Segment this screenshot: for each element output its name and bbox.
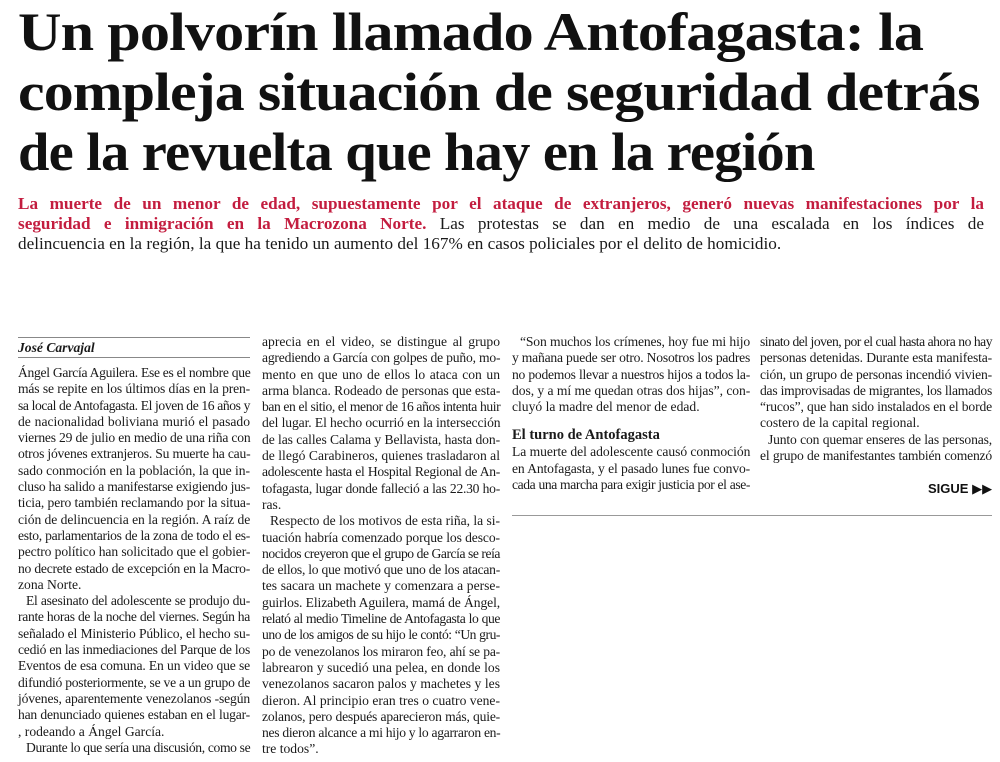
body-text-line: viernes 29 de julio en medio de una riña con (18, 430, 251, 446)
body-text-line: sa local de Antofagasta. El joven de 16 años y (18, 397, 250, 413)
body-text-line: “rucos”, que han sido instalados en el borde (760, 399, 992, 415)
body-text-line: uno de los amigos de su hijo le contó: “Un gru- (262, 627, 500, 643)
body-text-line: de nacionalidad boliviana murió el pasado (18, 413, 250, 429)
body-text-line: sado conmoción en la población, la que in- (18, 462, 250, 478)
body-text-line: de llegó Carabineros, quienes trasladaron al (262, 448, 500, 464)
body-text-line: ras. (262, 496, 282, 512)
body-text-line: señalado el Ministerio Público, el hecho su- (18, 625, 250, 641)
body-text-line: cedió en las inmediaciones del Parque de los (18, 642, 250, 658)
body-text-line: en Antofagasta, y el pasado lunes fue convo- (512, 460, 750, 476)
byline: José Carvajal (18, 337, 250, 358)
body-text-line: venezolanos sacaron palos y machetes y les (262, 676, 500, 692)
body-text-line: tuación habría comenzado porque los desco- (262, 529, 500, 545)
body-text-line: sinato del joven, por el cual hasta ahora no hay (760, 334, 992, 349)
body-text-line: cada una marcha para exigir justicia por el ase- (512, 477, 750, 493)
body-text-line: mento en que uno de ellos lo ataca con un (262, 366, 500, 382)
body-text-line: pectro político han solicitado que el gobier- (18, 544, 251, 560)
article-column-1 (18, 334, 250, 756)
body-text-line: dos, y a mí me quedan otras dos hijas”, con- (512, 382, 751, 398)
body-text-line: tre todos”. (262, 741, 319, 757)
body-text-line: de las calles Calama y Bellavista, hasta don- (262, 431, 500, 447)
column-divider-rule (512, 515, 992, 516)
deck-highlight-line-2: seguridad e inmigración en la Macrozona Norte. (18, 214, 427, 233)
body-text-line: ción, un grupo de personas incendió vivien- (760, 366, 992, 382)
deck-summary (18, 194, 984, 254)
subhead: El turno de Antofagasta (512, 427, 660, 444)
body-text-line: zolanos, pero después aparecieron más, quie- (262, 708, 500, 724)
body-text-line: Respecto de los motivos de esta riña, la si- (270, 513, 500, 529)
body-text-line: dieron. Al principio eran tres o cuatro vene- (262, 692, 500, 708)
body-text-line: esto, parlamentarios de la zona de todo el es- (18, 527, 250, 543)
body-text-line: labrearon y sucedió una pelea, en donde los (262, 659, 500, 675)
article-column-2 (262, 334, 500, 758)
body-text-line: el grupo de manifestantes también comenzó (760, 448, 992, 464)
body-text-line: ticia, pero también reclamando por la situa- (18, 495, 251, 511)
body-text-line: das improvisadas de migrantes, los llamados (760, 382, 992, 398)
body-text-line: adolescente hasta el Hospital Regional de An- (262, 464, 500, 480)
headline-line-2: compleja situación de seguridad detrás (18, 62, 980, 122)
body-text-line: del lugar. El hecho ocurrió en la intersección (262, 415, 501, 431)
body-text-line: Eventos de esa comuna. En un video que se (18, 658, 250, 674)
body-text-line: jóvenes, aparentemente venezolanos -según (18, 690, 250, 706)
body-text-line: costero de la capital regional. (760, 415, 920, 431)
deck-text-line-3: delincuencia en la región, la que ha tenido un aumento del 167% en casos policiales por el delito de homicidio. (18, 234, 782, 253)
deck-text: Las protestas se dan en medio de una escalada en los índices de (426, 214, 984, 233)
deck-highlight-line-1: La muerte de un menor de edad, supuestamente por el ataque de extranjeros, generó nuevas manifestaciones por la (18, 194, 984, 213)
body-text-line: han denunciado quienes estaban en el lugar- (18, 707, 250, 723)
article-column-3 (512, 334, 750, 493)
continue-label: SIGUE ▶▶ (928, 481, 993, 496)
body-text-line: po de venezolanos los miraron feo, ahí se pa- (262, 643, 500, 659)
headline-line-1: Un polvorín llamado Antofagasta: la (18, 2, 924, 62)
body-text-line: más se repite en los últimos días en la pren- (18, 381, 250, 397)
body-text-line: agrediendo a García con golpes de puño, mo- (262, 350, 501, 366)
body-text-line: Durante lo que sería una discusión, como se (26, 739, 251, 755)
body-text-line: no decrete estado de excepción en la Macro- (18, 560, 250, 576)
body-text-line: nes dieron alcance a mi hijo y lo agarraron en- (262, 725, 501, 741)
body-text-line: cluso ha salido a manifestarse exigiendo jus- (18, 479, 250, 495)
body-text-line: difundió posteriormente, se ve a un grupo de (18, 674, 251, 690)
body-text-line: relató al medio Timeline de Antofagasta lo que (262, 611, 500, 627)
body-text-line: ban en el sitio, el menor de 16 años intenta huir (262, 399, 501, 415)
body-text-line: aprecia en el video, se distingue al grupo (262, 334, 500, 349)
body-text-line: El asesinato del adolescente se produjo du- (26, 593, 250, 609)
body-text-line: de ellos, lo que motivó que uno de los atacan- (262, 562, 500, 578)
body-text-line: otros jóvenes extranjeros. Su muerte ha cau- (18, 446, 251, 462)
body-text-line: personas detenidas. Durante esta manifesta- (760, 350, 992, 366)
body-text-line: cluyó la madre del menor de edad. (512, 399, 700, 415)
body-text-line: La muerte del adolescente causó conmoción (512, 444, 751, 460)
body-text-line: ción de delincuencia en la región. A raíz de (18, 511, 251, 527)
body-text-line: , rodeando a Ángel García. (18, 723, 165, 739)
headline-line-3: de la revuelta que hay en la región (18, 122, 815, 182)
body-text-line: “Son muchos los crímenes, hoy fue mi hijo (520, 334, 750, 349)
body-text-line: y mañana puede ser otro. Nosotros los padres (512, 350, 751, 366)
body-text-line: zona Norte. (18, 576, 82, 592)
body-text-line: Junto con quemar enseres de las personas, (768, 431, 992, 447)
article-column-4 (760, 334, 992, 464)
body-text-line: no podemos llevar a nuestros hijos a todos la- (512, 366, 750, 382)
body-text-line: tes sacara un machete y comenzara a perse- (262, 578, 500, 594)
body-text-line: rante horas de la noche del viernes. Según ha (18, 609, 250, 625)
body-text-line: arma blanca. Rodeado de personas que esta- (262, 382, 501, 398)
body-text-line: guirlos. Elizabeth Aguilera, mamá de Ángel, (262, 594, 501, 610)
body-text-line: nocidos creyeron que el grupo de García se reía (262, 545, 500, 561)
body-text-line: Ángel García Aguilera. Ese es el nombre que (18, 365, 251, 380)
body-text-line: tofagasta, lugar donde falleció a las 22.30 ho- (262, 480, 500, 496)
